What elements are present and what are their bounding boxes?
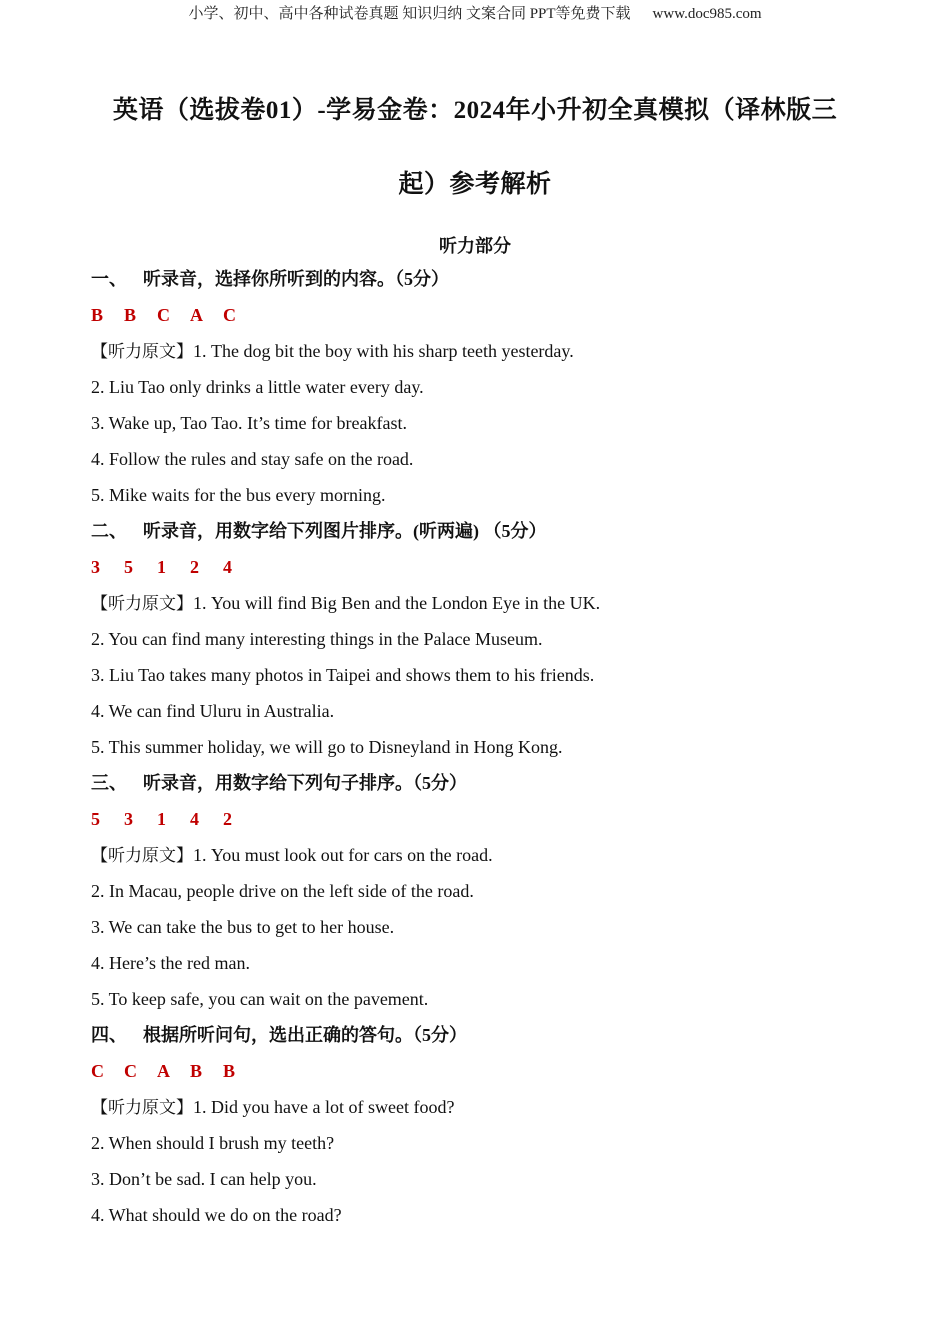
transcript-line: 4. What should we do on the road? (91, 1205, 342, 1225)
section-number: 一、 (91, 269, 127, 289)
answer: 5 (91, 809, 100, 829)
answer-key (91, 300, 891, 336)
transcript-label: 【听力原文】 (91, 846, 193, 866)
transcript-line: 2. Liu Tao only drinks a little water every day. (91, 377, 424, 397)
answer-key (91, 804, 891, 840)
transcript-line (91, 1092, 891, 1128)
answer: A (157, 1061, 170, 1081)
answer-key (91, 1056, 891, 1092)
answer: B (190, 1061, 203, 1081)
section-title (91, 516, 891, 552)
section-instruction: 根据所听问句，选出正确的答句。（5分） (143, 1025, 467, 1045)
transcript-line (91, 588, 891, 624)
answer: 3 (91, 557, 100, 577)
answer: 3 (124, 809, 133, 829)
document-title-line-2: 起）参考解析 (398, 171, 552, 198)
transcript-line: 2. In Macau, people drive on the left side of the road. (91, 881, 474, 901)
header-url[interactable]: www.doc985.com (652, 6, 762, 22)
section-instruction: 听录音，用数字给下列句子排序。（5分） (143, 773, 467, 793)
answer: C (91, 1061, 104, 1081)
header-text: 小学、初中、高中各种试卷真题 知识归纳 文案合同 PPT等免费下载 (188, 6, 631, 22)
answer: 2 (190, 557, 199, 577)
transcript-line: 4. Here’s the red man. (91, 953, 250, 973)
transcript-text: 1. You will find Big Ben and the London Eye in the UK. (193, 593, 601, 613)
section-number: 三、 (91, 773, 127, 793)
section-title (91, 264, 891, 300)
section-number: 四、 (91, 1025, 127, 1045)
answer: 4 (223, 557, 232, 577)
transcript-line: 5. To keep safe, you can wait on the pavement. (91, 989, 429, 1009)
transcript-label: 【听力原文】 (91, 594, 193, 614)
answer: 4 (190, 809, 199, 829)
section-subheading: 听力部分 (439, 236, 511, 256)
answer: B (223, 1061, 236, 1081)
section-number: 二、 (91, 521, 127, 541)
transcript-line: 5. This summer holiday, we will go to Disneyland in Hong Kong. (91, 737, 563, 757)
document-body (91, 264, 891, 1236)
transcript-line: 3. Wake up, Tao Tao. It’s time for breakfast. (91, 413, 407, 433)
transcript-text: 1. The dog bit the boy with his sharp teeth yesterday. (193, 341, 574, 361)
answer: 1 (157, 809, 166, 829)
transcript-line: 3. Liu Tao takes many photos in Taipei and shows them to his friends. (91, 665, 595, 685)
section-instruction: 听录音，选择你所听到的内容。（5分） (143, 269, 449, 289)
answer: 1 (157, 557, 166, 577)
transcript-line: 3. Don’t be sad. I can help you. (91, 1169, 317, 1189)
answer: A (190, 305, 203, 325)
transcript-line (91, 336, 891, 372)
answer: B (124, 305, 137, 325)
transcript-line: 5. Mike waits for the bus every morning. (91, 485, 386, 505)
answer-key (91, 552, 891, 588)
transcript-line: 4. We can find Uluru in Australia. (91, 701, 335, 721)
answer: B (91, 305, 104, 325)
page-header (0, 2, 950, 23)
answer: 5 (124, 557, 133, 577)
transcript-label: 【听力原文】 (91, 342, 193, 362)
transcript-line (91, 840, 891, 876)
transcript-line: 2. When should I brush my teeth? (91, 1133, 335, 1153)
section-title (91, 768, 891, 804)
transcript-line: 2. You can find many interesting things in the Palace Museum. (91, 629, 543, 649)
transcript-text: 1. You must look out for cars on the road. (193, 845, 493, 865)
transcript-text: 1. Did you have a lot of sweet food? (193, 1097, 455, 1117)
transcript-line: 4. Follow the rules and stay safe on the road. (91, 449, 414, 469)
answer: 2 (223, 809, 232, 829)
transcript-label: 【听力原文】 (91, 1098, 193, 1118)
answer: C (124, 1061, 137, 1081)
document-title-line-1: 英语（选拔卷01）-学易金卷：2024年小升初全真模拟（译林版三 (112, 97, 838, 124)
answer: C (223, 305, 236, 325)
transcript-line: 3. We can take the bus to get to her house. (91, 917, 395, 937)
section-title (91, 1020, 891, 1056)
answer: C (157, 305, 170, 325)
section-instruction: 听录音，用数字给下列图片排序。(听两遍) （5分） (143, 521, 547, 541)
